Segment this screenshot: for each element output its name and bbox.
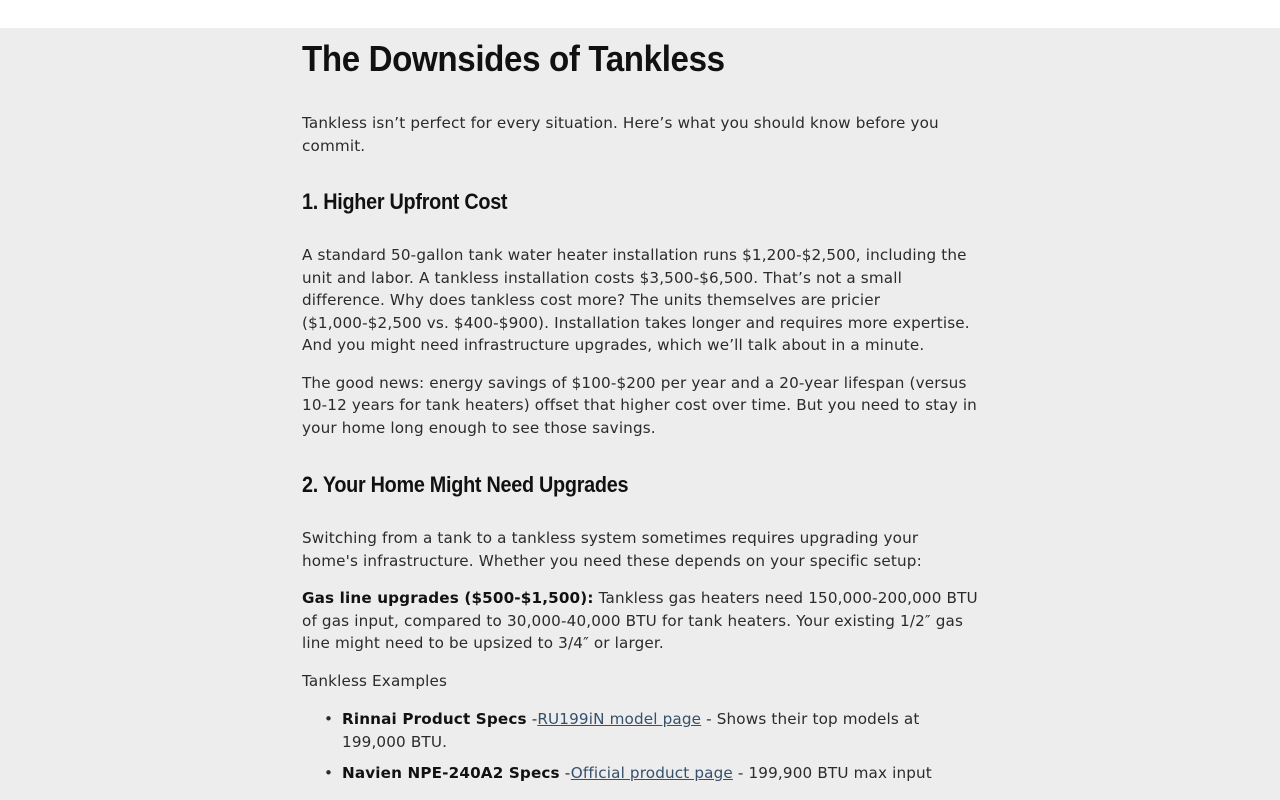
example-description: - 199,900 BTU max input: [732, 764, 932, 782]
examples-label: Tankless Examples: [302, 671, 448, 690]
gas-line-text: Tankless gas heaters need 150,000-200,000 BTU of gas input, compared to 30,000-40,000 BTU for tank heaters. Your existing 1/2″ gas line might need to be upsized to 3/4″ or larger.: [302, 589, 978, 652]
bullet-icon: •: [324, 764, 334, 782]
upfront-cost-paragraph-2: The good news: energy savings of $100-$200 per year and a 20-year lifespan (versus 10-12 years for tank heaters) offset that higher cost over time. But you need to stay in your home long enough to see those savings.: [302, 373, 977, 437]
browser-top-bar: [0, 0, 1280, 28]
example-separator: -: [526, 710, 538, 728]
gas-line-label: Gas line upgrades ($500-$1,500):: [302, 589, 594, 607]
gas-line-paragraph: [302, 587, 978, 655]
section-heading-upgrades: 2. Your Home Might Need Upgrades: [302, 472, 629, 497]
intro-paragraph: Tankless isn’t perfect for every situation. Here’s what you should know before you commit.: [302, 114, 939, 155]
rinnai-model-link[interactable]: RU199iN model page: [537, 710, 702, 728]
list-item: [302, 762, 978, 785]
page-title: The Downsides of Tankless: [302, 38, 725, 79]
examples-list: [302, 708, 978, 785]
upgrades-paragraph: Switching from a tank to a tankless system sometimes requires upgrading your home's infrastructure. Whether you need these depends on your specific setup:: [302, 529, 922, 570]
example-name: Rinnai Product Specs: [342, 710, 527, 728]
example-description: - Shows their top models at 199,000 BTU.: [342, 710, 920, 751]
list-item: [302, 708, 978, 753]
example-name: Navien NPE-240A2 Specs: [342, 764, 560, 782]
section-heading-upfront-cost: 1. Higher Upfront Cost: [302, 189, 508, 214]
navien-product-link[interactable]: Official product page: [570, 764, 733, 782]
upfront-cost-paragraph-1: A standard 50-gallon tank water heater installation runs $1,200-$2,500, including the unit and labor. A tankless installation costs $3,500-$6,500. That’s not a small difference. Why does tankless cost more? The units themselves are pricier ($1,000-$2,500 vs. $400-$900). Installation takes longer and requires more expertise. And you might need infrastructure upgrades, which we’ll talk about in a minute.: [302, 246, 970, 354]
article-content: [302, 38, 978, 794]
bullet-icon: •: [324, 710, 334, 728]
example-separator: -: [559, 764, 571, 782]
